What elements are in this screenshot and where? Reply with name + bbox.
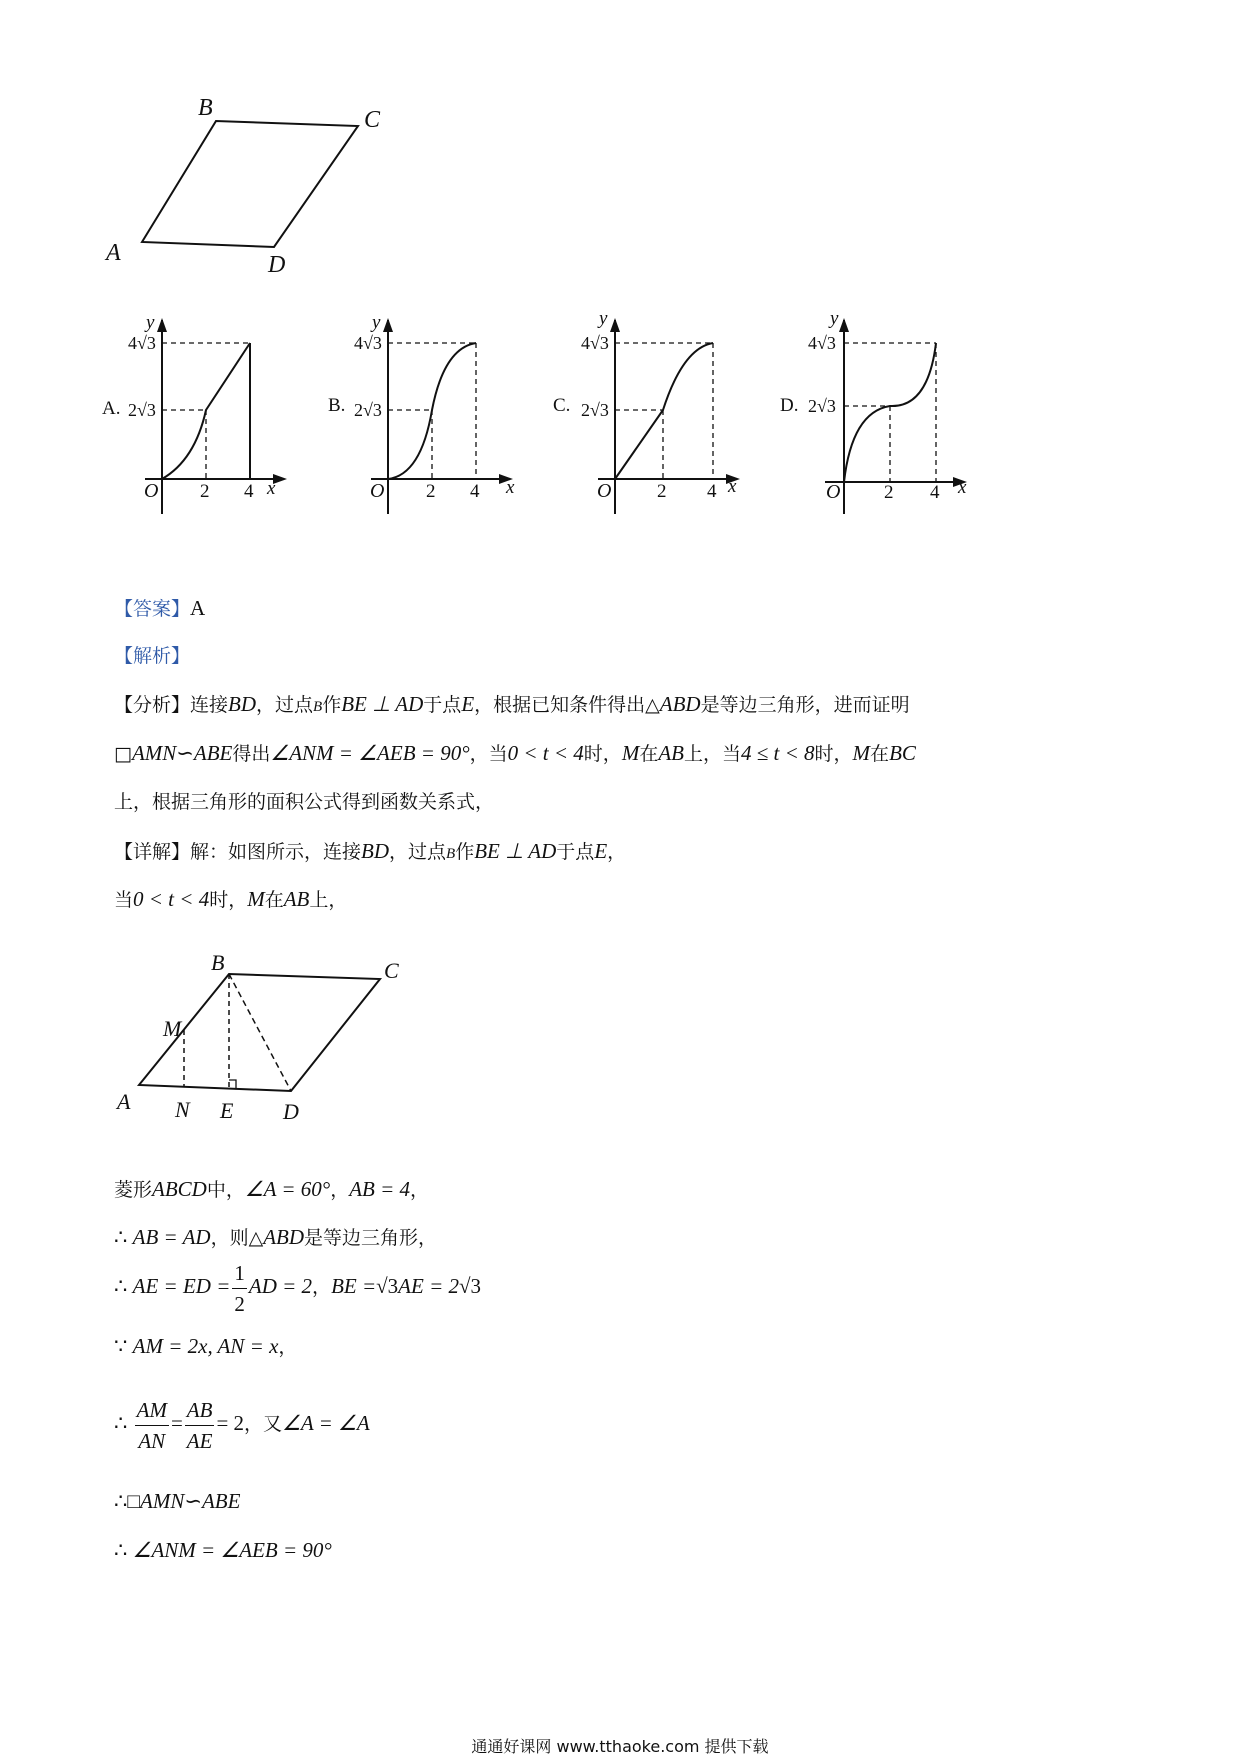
y-axis-arrow: [610, 318, 620, 332]
math-run: E: [461, 692, 475, 716]
answer-value: A: [190, 596, 206, 620]
text-run: ，则△: [210, 1227, 264, 1249]
text-run: ，: [410, 1179, 430, 1201]
figure-rhombus-construction: [100, 945, 420, 1130]
step-1: [114, 1175, 429, 1204]
x-tick-4: 4: [707, 481, 717, 502]
x-tick-4: 4: [470, 481, 480, 502]
text-run: □: [114, 743, 132, 765]
math-run: ABD: [659, 692, 701, 716]
x-tick-2: 2: [426, 481, 436, 502]
math-run: BD: [361, 839, 390, 863]
y-axis-arrow: [383, 318, 393, 332]
text-run: ，过点: [389, 841, 447, 863]
answer-tag: 【答案】: [114, 598, 191, 620]
math-run: 4 ≤ t < 8: [741, 741, 815, 765]
math-run: ∠ANM = ∠AEB = 90°: [132, 1538, 332, 1562]
math-run: 0 < t < 4: [507, 741, 584, 765]
text-run: 得出: [232, 743, 271, 765]
y-axis-label: y: [830, 308, 839, 329]
right-angle-mark: [229, 1080, 236, 1088]
fraction-denominator: AN: [138, 1429, 166, 1453]
rhombus-outline: [142, 121, 358, 247]
xiangjie-tag: 【详解】: [114, 841, 191, 863]
radical: √3: [459, 1274, 482, 1299]
vertex-label-d: D: [268, 252, 286, 278]
x-axis-label: x: [267, 478, 276, 499]
text-run: 解：如图所示，连接: [190, 841, 362, 863]
math-run: ABE: [193, 741, 233, 765]
origin-label: O: [144, 480, 159, 502]
text-run: 作: [322, 694, 342, 716]
text-run: 在: [264, 889, 284, 911]
origin-label: O: [597, 480, 612, 502]
text-run: 中，: [206, 1179, 245, 1201]
math-run: B: [446, 846, 456, 862]
label-d: D: [283, 1099, 299, 1124]
label-a: A: [117, 1089, 131, 1114]
text-run: ，: [607, 841, 627, 863]
y-tick-4r3: 4√3: [128, 333, 156, 353]
vertex-label-b: B: [198, 95, 213, 121]
text-run: ，又: [244, 1413, 283, 1436]
text-run: 在: [639, 743, 659, 765]
math-run: AB = AD: [132, 1225, 211, 1249]
x-tick-2: 2: [884, 482, 894, 503]
step-7: [114, 1536, 332, 1565]
therefore-symbol: ∴: [114, 1274, 133, 1299]
text-run: ，: [312, 1276, 332, 1299]
option-letter: A.: [102, 398, 121, 419]
therefore-symbol: ∴: [114, 1538, 133, 1562]
text-run: 上，: [309, 889, 348, 911]
text-run: 于点: [423, 694, 462, 716]
x-tick-2: 2: [200, 481, 210, 502]
math-run: AMN: [131, 741, 177, 765]
similar-symbol: ∽: [184, 1489, 202, 1513]
origin-label: O: [826, 481, 841, 503]
fraction-numerator: 1: [232, 1258, 247, 1289]
page-footer: 通通好课网 www.tthaoke.com 提供下载: [471, 1737, 769, 1756]
step-6: [114, 1487, 240, 1516]
text-run: ，过点: [256, 694, 314, 716]
y-tick-2r3: 2√3: [128, 400, 156, 420]
option-letter: B.: [328, 395, 346, 416]
math-run: 0 < t < 4: [133, 887, 210, 911]
text-run: 是等边三角形，进而证明: [700, 694, 910, 716]
label-c: C: [384, 958, 399, 983]
math-run: E: [594, 839, 608, 863]
y-tick-4r3: 4√3: [354, 333, 382, 353]
radical: √3: [376, 1274, 399, 1299]
step-3: [114, 1258, 481, 1319]
math-run: B: [313, 699, 323, 715]
option-graph-b: [326, 310, 536, 520]
figure-rhombus: [100, 95, 400, 295]
text-run: 于点: [556, 841, 595, 863]
math-run: BE ⊥ AD: [341, 692, 424, 716]
y-axis-arrow: [839, 318, 849, 332]
text-run: ，: [278, 1336, 298, 1358]
step-4: [114, 1332, 297, 1361]
y-tick-4r3: 4√3: [581, 333, 609, 353]
math-run: AB: [658, 741, 684, 765]
math-run: BE ⊥ AD: [474, 839, 557, 863]
text-run: 时，: [209, 889, 248, 911]
label-m: M: [163, 1016, 182, 1041]
math-run: ∠ANM = ∠AEB = 90°: [270, 741, 470, 765]
text-run: 上，根据三角形的面积公式得到函数关系式，: [114, 791, 495, 813]
equals-sign: =: [170, 1411, 183, 1436]
label-b: B: [211, 950, 225, 975]
math-run: BD: [228, 692, 257, 716]
xiangjie-line-2: [114, 885, 347, 914]
y-axis-label: y: [599, 308, 608, 329]
text-run: 连接: [190, 694, 229, 716]
math-run: M: [247, 887, 265, 911]
graph-curve: [615, 343, 713, 479]
origin-label: O: [370, 480, 385, 502]
x-axis-label: x: [728, 476, 737, 497]
xiangjie-line-1: [114, 837, 626, 868]
text-run: 是等边三角形，: [304, 1227, 438, 1249]
text-run: 时，: [583, 743, 622, 765]
option-graph-c: [553, 310, 763, 520]
math-run: ∠A = 60°: [244, 1177, 331, 1201]
fraction-numerator: AB: [185, 1395, 215, 1426]
because-symbol: ∵: [114, 1334, 133, 1358]
y-tick-2r3: 2√3: [354, 400, 382, 420]
option-letter: C.: [553, 395, 571, 416]
option-graph-a: [100, 310, 310, 520]
x-tick-4: 4: [930, 482, 940, 503]
y-tick-2r3: 2√3: [808, 396, 836, 416]
math-run: AMN: [140, 1489, 185, 1513]
math-run: AB: [283, 887, 310, 911]
text-run: ，当: [469, 743, 508, 765]
fraction-ab-ae: [185, 1395, 215, 1456]
therefore-symbol: ∴: [114, 1411, 133, 1436]
vertex-label-c: C: [364, 107, 381, 133]
therefore-symbol: ∴□: [114, 1489, 141, 1513]
math-run: M: [852, 741, 871, 765]
fenxi-line-2: [114, 739, 916, 768]
math-run: AE = ED =: [132, 1274, 231, 1299]
math-run: AM = 2x, AN = x: [132, 1334, 279, 1358]
math-run: AD = 2: [248, 1274, 313, 1299]
math-run: AE = 2: [398, 1274, 459, 1299]
text-run: 菱形: [114, 1179, 153, 1201]
analysis-tag: 【解析】: [114, 645, 191, 667]
analysis-tag-line: [114, 642, 190, 670]
y-tick-2r3: 2√3: [581, 400, 609, 420]
math-run: ∽: [176, 741, 194, 765]
segment-bd: [229, 974, 291, 1091]
text-run: 当: [114, 889, 134, 911]
option-letter: D.: [780, 395, 799, 416]
step-5: [114, 1395, 370, 1456]
step-2: [114, 1223, 437, 1252]
math-run: ABE: [201, 1489, 241, 1513]
math-run: BE =: [331, 1274, 377, 1299]
text-run: 时，: [814, 743, 853, 765]
fraction-numerator: AM: [135, 1395, 169, 1426]
fenxi-line-3: [114, 788, 494, 816]
text-run: ，根据已知条件得出△: [474, 694, 660, 716]
x-axis-label: x: [506, 477, 515, 498]
math-run: = 2: [216, 1411, 245, 1436]
therefore-symbol: ∴: [114, 1225, 133, 1249]
text-run: ，: [330, 1179, 350, 1201]
fraction-am-an: [135, 1395, 169, 1456]
text-run: 作: [455, 841, 475, 863]
math-run: BC: [889, 741, 916, 765]
fenxi-tag: 【分析】: [114, 694, 191, 716]
answer-line: [114, 594, 205, 623]
x-tick-4: 4: [244, 481, 254, 502]
x-tick-2: 2: [657, 481, 667, 502]
math-run: AB = 4: [349, 1177, 411, 1201]
y-tick-4r3: 4√3: [808, 333, 836, 353]
vertex-label-a: A: [106, 240, 121, 266]
fraction-one-half: [232, 1258, 247, 1319]
label-e: E: [220, 1098, 234, 1123]
x-axis-label: x: [958, 477, 967, 498]
text-run: 在: [870, 743, 890, 765]
y-axis-arrow: [157, 318, 167, 332]
y-axis-label: y: [146, 312, 155, 333]
fenxi-line-1: [114, 690, 910, 721]
fraction-denominator: AE: [186, 1429, 213, 1453]
label-n: N: [175, 1097, 190, 1122]
math-run: ABD: [263, 1225, 305, 1249]
math-run: ∠A = ∠A: [282, 1411, 370, 1436]
math-run: ABCD: [152, 1177, 207, 1201]
y-axis-label: y: [372, 312, 381, 333]
text-run: 上，当: [683, 743, 741, 765]
fraction-denominator: 2: [234, 1292, 245, 1316]
option-graph-d: [780, 310, 990, 520]
math-run: M: [621, 741, 640, 765]
